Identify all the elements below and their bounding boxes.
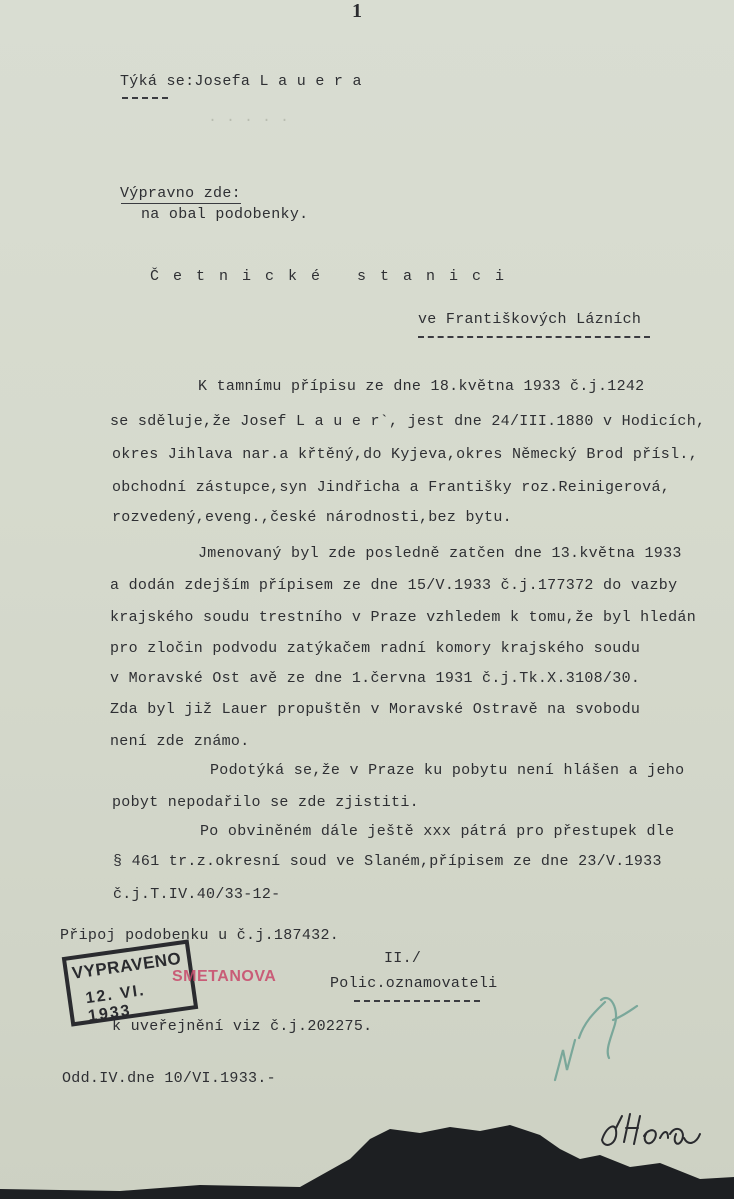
p4-line-3: č.j.T.IV.40/33-12- [113, 886, 281, 903]
green-signature [545, 980, 655, 1090]
subject-underline [122, 97, 168, 99]
name-stamp: SMETANOVA [172, 968, 277, 985]
p2-line-1: Jmenovaný byl zde posledně zatčen dne 13.května 1933 [198, 545, 682, 562]
subject-line: Týká se:Josefa L a u e r a [120, 73, 362, 90]
p2-line-4: pro zločin podvodu zatýkačem radní komory krajského soudu [110, 640, 641, 657]
office: Polic.oznamovateli [330, 975, 498, 992]
faint-bleedthrough: ····· [208, 112, 299, 129]
recipient-underline [418, 336, 650, 338]
p2-line-7: není zde známo. [110, 733, 250, 750]
publication-note: k uveřejnění viz č.j.202275. [112, 1018, 373, 1035]
top-mark: 1 [352, 0, 362, 22]
dispatch-label: Výpravno zde: [120, 185, 241, 202]
p1-line-1: K tamnímu přípisu ze dne 18.května 1933 č.j.1242 [198, 378, 645, 395]
p2-line-6: Zda byl již Lauer propuštěn v Moravské Ostravě na svobodu [110, 701, 641, 718]
dispatch-note: na obal podobenky. [141, 206, 309, 223]
department: II./ [384, 950, 422, 967]
recipient-line1: Četnické stanici [150, 268, 519, 285]
date-line: Odd.IV.dne 10/VI.1933.- [62, 1070, 276, 1087]
p1-line-2: se sděluje,že Josef L a u e r`, jest dne 24/III.1880 v Hodicích, [110, 413, 706, 430]
p2-line-3: krajského soudu trestního v Praze vzhledem k tomu,že byl hledán [110, 609, 696, 626]
p1-line-4: obchodní zástupce,syn Jindřicha a Františky roz.Reinigerová, [112, 479, 671, 496]
p4-line-1: Po obviněném dále ještě xxx pátrá pro přestupek dle [200, 823, 675, 840]
torn-edge [0, 1119, 734, 1199]
p3-line-2: pobyt nepodařilo se zde zjistiti. [112, 794, 419, 811]
recipient-line2: ve Františkových Lázních [418, 311, 642, 328]
dispatched-stamp-title: VYPRAVENO [70, 948, 183, 983]
p2-line-5: v Moravské Ost avě ze dne 1.června 1931 č.j.Tk.X.3108/30. [110, 670, 641, 687]
dispatched-stamp-date: 12. VI. 1933 [84, 982, 147, 1026]
p3-line-1: Podotýká se,že v Praze ku pobytu není hlášen a jeho [210, 762, 685, 779]
p2-line-2: a dodán zdejším přípisem ze dne 15/V.1933 č.j.177372 do vazby [110, 577, 678, 594]
office-underline [354, 1000, 480, 1002]
dispatch-underline [121, 203, 241, 204]
p4-line-2: § 461 tr.z.okresní soud ve Slaném,přípisem ze dne 23/V.1933 [113, 853, 662, 870]
p1-line-5: rozvedený,eveng.,české národnosti,bez bytu. [112, 509, 512, 526]
attach-note: Připoj podobenku u č.j.187432. [60, 927, 340, 944]
p1-line-3: okres Jihlava nar.a křtěný,do Kyjeva,okres Německý Brod přísl., [112, 446, 698, 463]
